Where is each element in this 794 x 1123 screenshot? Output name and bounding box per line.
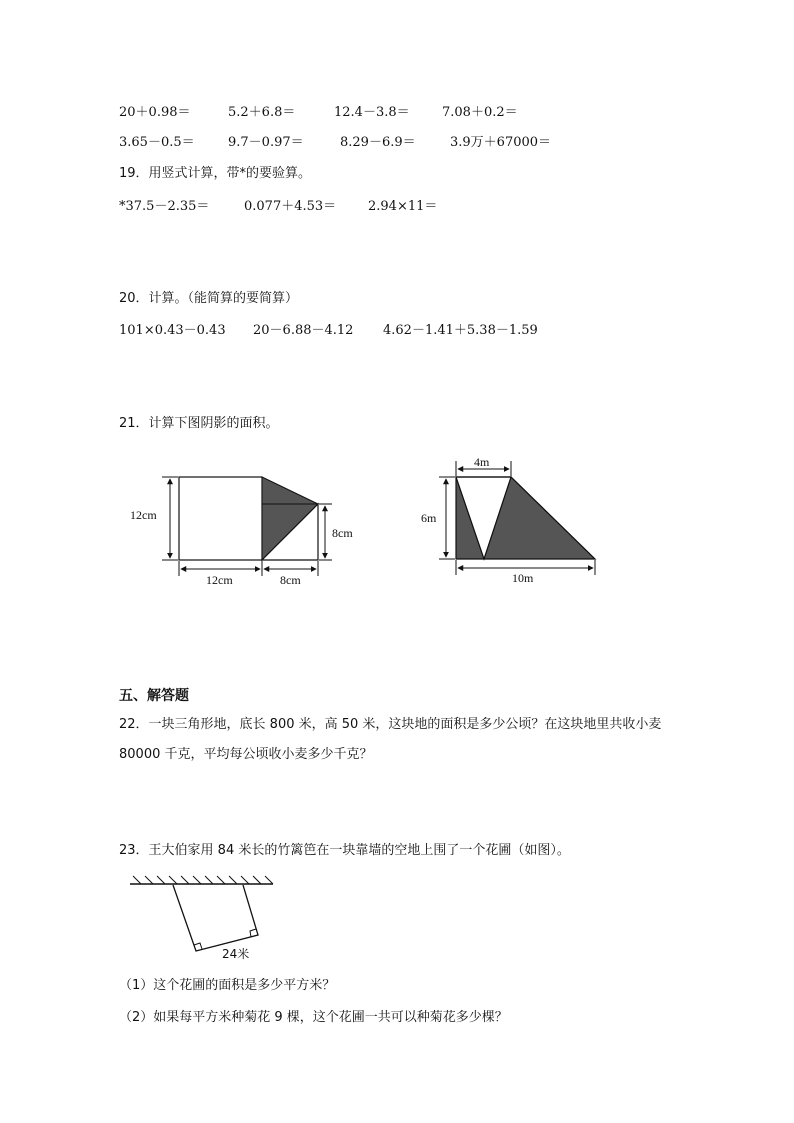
calc-item: 12.4－3.8＝: [334, 105, 410, 120]
calc-item: 101×0.43－0.43: [119, 323, 226, 338]
label-bottom-width: 10m: [512, 571, 534, 585]
calc-item: 2.94×11＝: [368, 199, 438, 214]
shaded-triangle-top: [262, 477, 318, 504]
question-23-sub1: （1）这个花圃的面积是多少平方米？: [119, 978, 336, 993]
square: [179, 477, 262, 560]
figure-garden: [125, 875, 285, 970]
label-bottom-triangle: 8cm: [280, 573, 301, 587]
question-22: 22．一块三角形地，底长 800 米，高 50 米，这块地的面积是多少公顷？在这块地里共收小麦 80000 千克，平均每公顷收小麦多少千克？: [119, 717, 662, 762]
calc-item: 20＋0.98＝: [119, 105, 191, 120]
figure-square-triangle: [120, 460, 370, 600]
calc-item: 3.9万＋67000＝: [450, 135, 552, 150]
label-left-height: 12cm: [130, 508, 157, 522]
calc-item: 8.29－6.9＝: [340, 135, 416, 150]
label-top-width: 4m: [474, 455, 490, 469]
label-height: 6m: [421, 511, 437, 525]
figure-trapezoid: [415, 450, 615, 600]
calc-item: 20－6.88－4.12: [253, 323, 354, 338]
question-21-title: 21．计算下图阴影的面积。: [119, 416, 279, 431]
calc-item: *37.5－2.35＝: [119, 199, 210, 214]
label-24m: 24米: [222, 947, 250, 961]
question-23-title: 23．王大伯家用 84 米长的竹篱笆在一块靠墙的空地上围了一个花圃（如图）。: [119, 843, 570, 858]
section-heading: 五、解答题: [119, 688, 189, 704]
garden-fence: [173, 885, 258, 951]
label-bottom-square: 12cm: [206, 573, 233, 587]
question-19-title: 19．用竖式计算，带*的要验算。: [119, 166, 312, 181]
calc-item: 7.08＋0.2＝: [442, 105, 518, 120]
wall-hatching: [133, 876, 273, 884]
calc-item: 5.2＋6.8＝: [228, 105, 296, 120]
calc-item: 4.62－1.41＋5.38－1.59: [383, 323, 538, 338]
calc-item: 3.65－0.5＝: [119, 135, 195, 150]
calc-item: 9.7－0.97＝: [228, 135, 304, 150]
question-20-title: 20．计算。（能简算的要简算）: [119, 291, 299, 306]
label-right-height: 8cm: [332, 526, 353, 540]
calc-item: 0.077＋4.53＝: [244, 199, 337, 214]
question-23-sub2: （2）如果每平方米种菊花 9 棵，这个花圃一共可以种菊花多少棵？: [119, 1010, 508, 1025]
